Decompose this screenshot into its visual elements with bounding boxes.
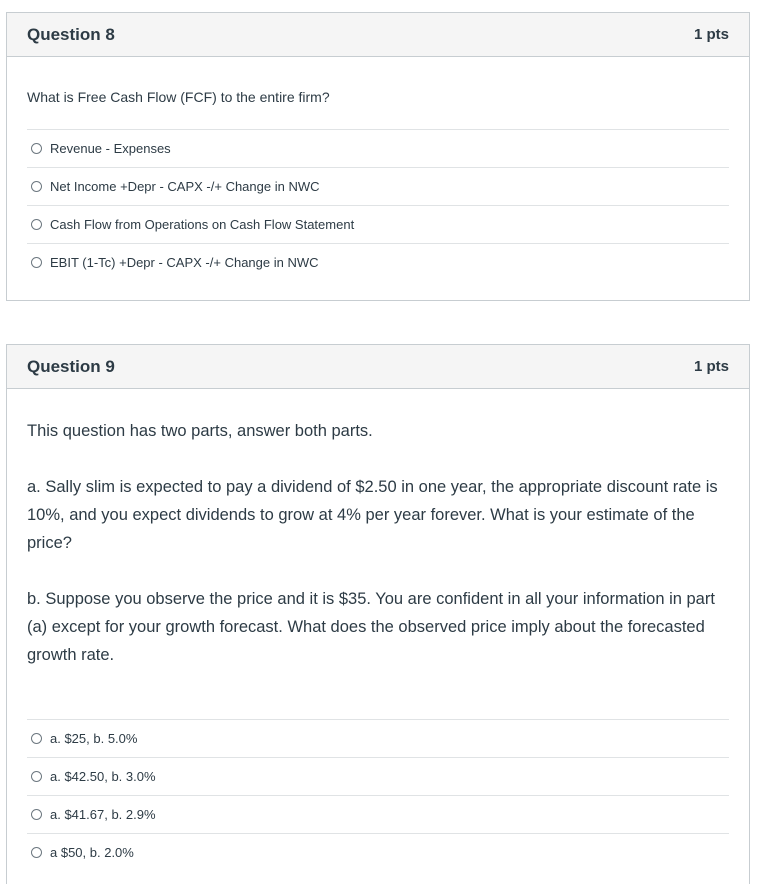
radio-button[interactable] — [31, 257, 42, 268]
answer-list — [27, 719, 729, 871]
question-body — [7, 87, 749, 281]
question-8-card — [6, 12, 750, 301]
question-text: What is Free Cash Flow (FCF) to the entire firm? — [27, 89, 330, 105]
answer-label: EBIT (1-Tc) +Depr - CAPX -/+ Change in NWC — [50, 255, 319, 270]
question-paragraph: b. Suppose you observe the price and it is $35. You are confident in all your information in part (a) except for your growth forecast. What does the observed price imply about the forecasted growth rate. — [27, 590, 715, 664]
answer-label: a. $42.50, b. 3.0% — [50, 769, 156, 784]
radio-button[interactable] — [31, 847, 42, 858]
answer-option[interactable] — [27, 205, 729, 243]
radio-button[interactable] — [31, 219, 42, 230]
radio-button[interactable] — [31, 143, 42, 154]
radio-button[interactable] — [31, 733, 42, 744]
question-paragraph: This question has two parts, answer both parts. — [27, 422, 373, 440]
question-title: Question 8 — [27, 24, 115, 44]
radio-button[interactable] — [31, 181, 42, 192]
question-points: 1 pts — [693, 26, 729, 43]
answer-option[interactable] — [27, 167, 729, 205]
radio-button[interactable] — [31, 771, 42, 782]
question-title: Question 9 — [27, 356, 115, 376]
question-header — [7, 345, 749, 389]
answer-label: Revenue - Expenses — [50, 141, 171, 156]
answer-label: a. $25, b. 5.0% — [50, 731, 138, 746]
answer-option[interactable] — [27, 757, 729, 795]
answer-option[interactable] — [27, 795, 729, 833]
answer-label: a. $41.67, b. 2.9% — [50, 807, 156, 822]
question-9-card — [6, 344, 750, 884]
radio-button[interactable] — [31, 809, 42, 820]
question-body — [7, 417, 749, 871]
answer-option[interactable] — [27, 129, 729, 167]
question-points: 1 pts — [693, 358, 729, 375]
question-text — [27, 417, 729, 669]
answer-list — [27, 129, 729, 281]
answer-option[interactable] — [27, 719, 729, 757]
answer-option[interactable] — [27, 243, 729, 281]
answer-label: a $50, b. 2.0% — [50, 845, 134, 860]
answer-label: Net Income +Depr - CAPX -/+ Change in NWC — [50, 179, 320, 194]
answer-option[interactable] — [27, 833, 729, 871]
question-header — [7, 13, 749, 57]
answer-label: Cash Flow from Operations on Cash Flow Statement — [50, 217, 355, 232]
question-paragraph: a. Sally slim is expected to pay a dividend of $2.50 in one year, the appropriate discount rate is 10%, and you expect dividends to grow at 4% per year forever. What is your estimate of the price? — [27, 478, 718, 552]
